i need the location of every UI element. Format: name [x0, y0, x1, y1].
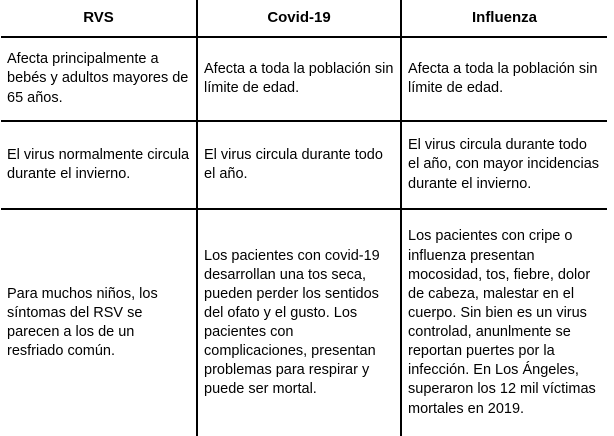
- cell-covid-symptoms: [197, 209, 401, 436]
- cell-covid-seasonality: [197, 121, 401, 209]
- cell-text: Afecta a toda la población sin límite de edad.: [204, 60, 394, 96]
- column-header-rvs: RVS: [1, 0, 197, 37]
- cell-text: Los pacientes con covid-19 desarrollan una tos seca, pueden perder los sentidos del ofato y el gusto. Los pacientes con complicaciones, presentan problemas para respirar y puede ser mortal.: [204, 247, 380, 398]
- virus-comparison-table: [1, 0, 607, 436]
- cell-text: El virus circula durante todo el año.: [204, 146, 383, 182]
- cell-text: Afecta a toda la población sin límite de edad.: [408, 60, 598, 96]
- table-row: [1, 37, 607, 121]
- cell-text: El virus circula durante todo el año, con mayor incidencias durante el invierno.: [408, 137, 600, 192]
- cell-influenza-population: [401, 37, 607, 121]
- cell-covid-population: [197, 37, 401, 121]
- table-body: [1, 37, 607, 436]
- column-header-influenza: Influenza: [401, 0, 607, 37]
- cell-rvs-population: [1, 37, 197, 121]
- table-header-row: [1, 0, 607, 37]
- cell-text: El virus normalmente circula durante el invierno.: [7, 146, 190, 182]
- cell-influenza-symptoms: [401, 209, 607, 436]
- cell-text: Los pacientes con cripe o influenza presentan mocosidad, tos, fiebre, dolor de cabeza, malestar en el cuerpo. Sin bien es un virus controlad, anunlmente se reportan puertes por la infección. En Los Ángeles, superaron los 12 mil víctimas mortales en 2019.: [408, 228, 596, 417]
- table-row: [1, 121, 607, 209]
- cell-rvs-symptoms: [1, 209, 197, 436]
- table-row: [1, 209, 607, 436]
- column-header-covid: Covid-19: [197, 0, 401, 37]
- cell-influenza-seasonality: [401, 121, 607, 209]
- cell-text: Afecta principalmente a bebés y adultos mayores de 65 años.: [7, 51, 189, 106]
- cell-text: Para muchos niños, los síntomas del RSV se parecen a los de un resfriado común.: [7, 285, 158, 360]
- cell-rvs-seasonality: [1, 121, 197, 209]
- table-head: [1, 0, 607, 37]
